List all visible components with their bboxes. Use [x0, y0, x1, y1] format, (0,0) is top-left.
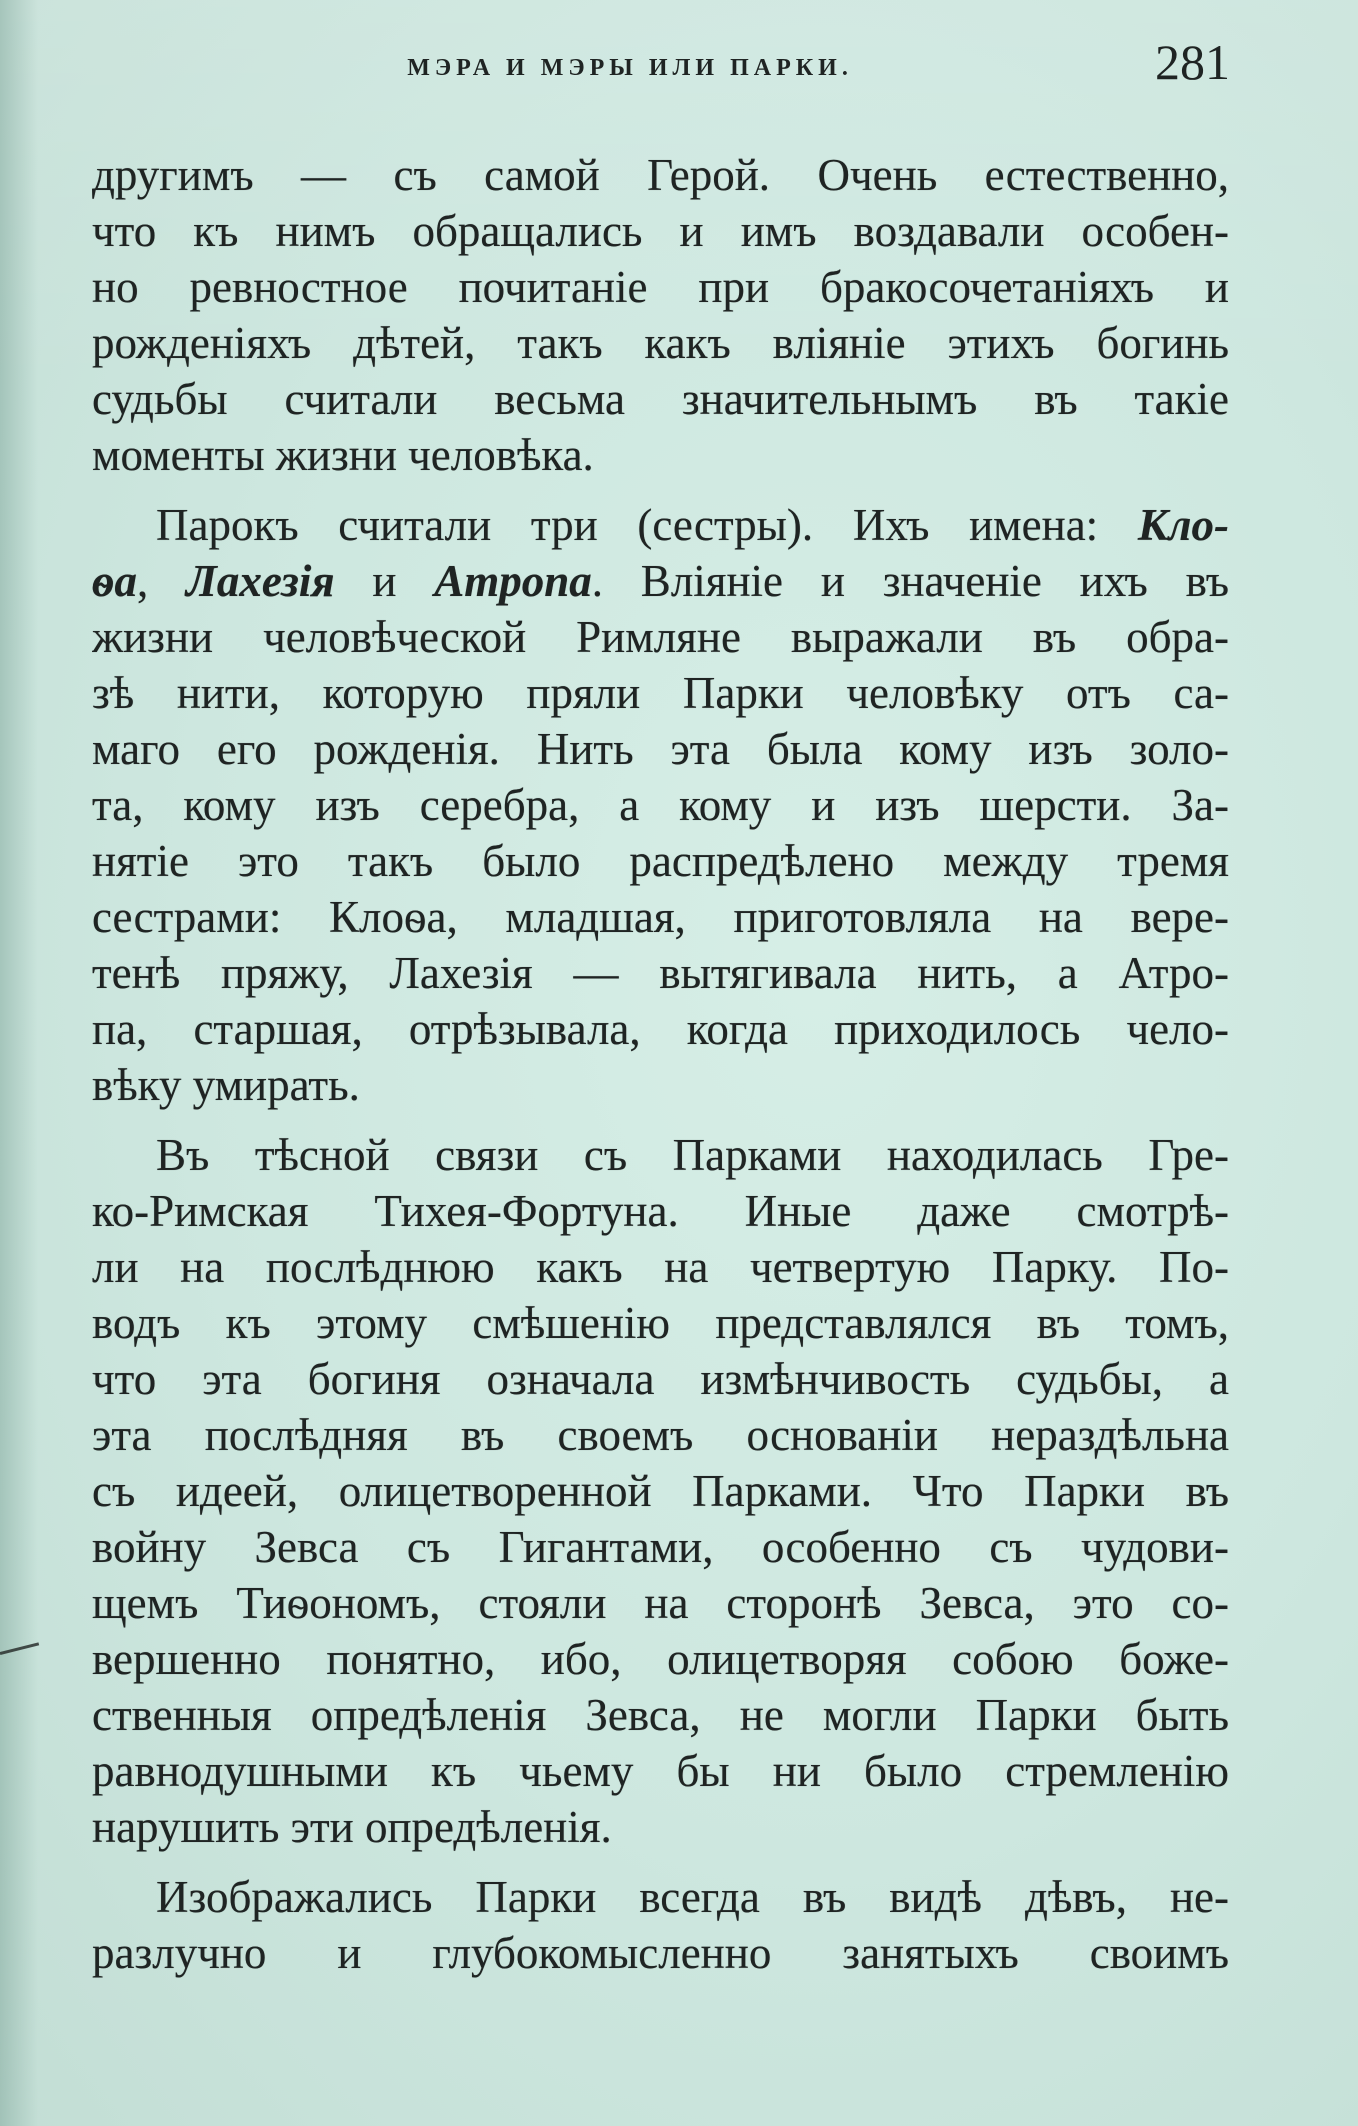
text-line: водъ къ этому смѣшенію представлялся въ томъ, [92, 1298, 1229, 1348]
text-run: . Вліяніе и значеніе ихъ въ [591, 556, 1229, 606]
text-line: Изображались Парки всегда въ видѣ дѣвъ, не- [156, 1872, 1229, 1922]
text-line: нарушить эти опредѣленія. [92, 1802, 612, 1852]
text-line: разлучно и глубокомысленно занятыхъ своимъ [92, 1928, 1229, 1978]
text-line: Въ тѣсной связи съ Парками находилась Гре- [156, 1130, 1229, 1180]
text-line: вѣку умирать. [92, 1060, 360, 1110]
text-line: та, кому изъ серебра, а кому и изъ шерсти. За- [92, 780, 1229, 830]
paragraph [92, 147, 1229, 483]
text-line: что къ нимъ обращались и имъ воздавали особен- [92, 206, 1229, 256]
text-line: па, старшая, отрѣзывала, когда приходилось чело- [92, 1004, 1229, 1054]
text-line: ственныя опредѣленія Зевса, не могли Парки быть [92, 1690, 1229, 1740]
text-line: ли на послѣднюю какъ на четвертую Парку. По- [92, 1242, 1229, 1292]
body-text [92, 147, 1229, 1981]
text-line [92, 497, 1229, 553]
text-run: и [334, 556, 435, 606]
text-line: судьбы считали весьма значительнымъ въ такіе [92, 374, 1229, 424]
text-line: жизни человѣческой Римляне выражали въ обра- [92, 612, 1229, 662]
running-title: МЭРА И МЭРЫ ИЛИ ПАРКИ. [407, 55, 853, 81]
text-line: зѣ нити, которую пряли Парки человѣку отъ са- [92, 668, 1229, 718]
text-run: , [137, 556, 187, 606]
text-line: другимъ — съ самой Герой. Очень естественно, [92, 150, 1229, 200]
text-line: тенѣ пряжу, Лахезія — вытягивала нить, а Атро- [92, 948, 1229, 998]
text-line: щемъ Тиѳономъ, стояли на сторонѣ Зевса, это со- [92, 1578, 1229, 1628]
emphasized-name: ѳа [92, 556, 137, 606]
text-line: нятіе это такъ было распредѣлено между тремя [92, 836, 1229, 886]
emphasized-name: Лахезія [186, 556, 335, 606]
text-line: рожденіяхъ дѣтей, такъ какъ вліяніе этихъ богинь [92, 318, 1229, 368]
text-line: ко-Римская Тихея-Фортуна. Иные даже смотрѣ- [92, 1186, 1229, 1236]
page-number: 281 [1155, 34, 1230, 90]
text-line: равнодушными къ чьему бы ни было стремленію [92, 1746, 1229, 1796]
text-line: съ идеей, олицетворенной Парками. Что Парки въ [92, 1466, 1229, 1516]
text-line: войну Зевса съ Гигантами, особенно съ чудови- [92, 1522, 1229, 1572]
paragraph [92, 1127, 1229, 1855]
emphasized-name: Атропа [434, 556, 592, 606]
text-run: Парокъ считали три (сестры). Ихъ имена: [156, 500, 1138, 550]
text-line: сестрами: Клоѳа, младшая, приготовляла на вере- [92, 892, 1229, 942]
text-line: маго его рожденія. Нить эта была кому изъ золо- [92, 724, 1229, 774]
text-line: что эта богиня означала измѣнчивость судьбы, а [92, 1354, 1229, 1404]
emphasized-name: Кло- [1137, 500, 1229, 550]
paragraph [92, 1869, 1229, 1981]
text-line [92, 553, 1229, 609]
text-line: вершенно понятно, ибо, олицетворяя собою боже- [92, 1634, 1229, 1684]
text-line: моменты жизни человѣка. [92, 430, 594, 480]
text-line: но ревностное почитаніе при бракосочетаніяхъ и [92, 262, 1229, 312]
text-line: эта послѣдняя въ своемъ основаніи нераздѣльна [92, 1410, 1229, 1460]
margin-ink-mark [0, 1642, 39, 1655]
paragraph [92, 497, 1229, 1113]
